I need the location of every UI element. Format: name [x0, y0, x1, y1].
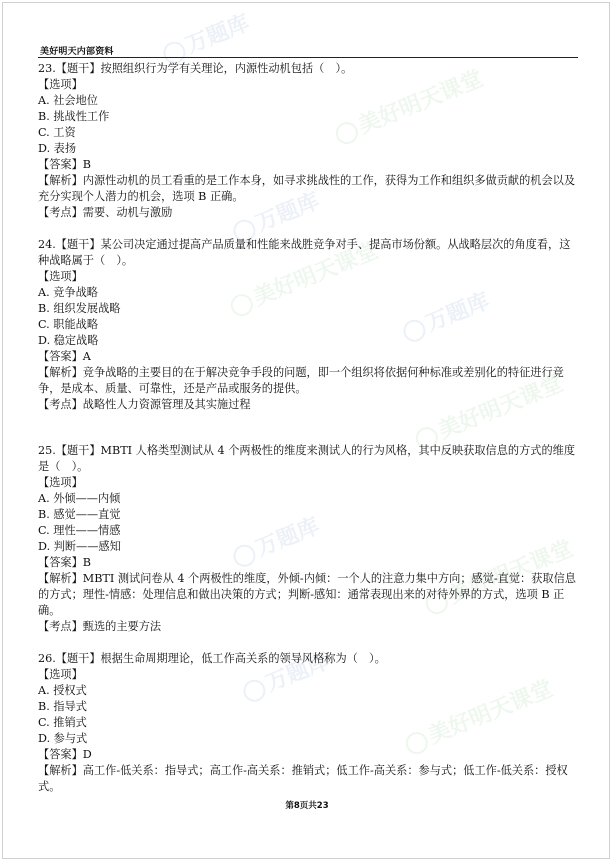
option-a: A. 外倾——内倾 [38, 492, 121, 505]
watermark: 美好明天课堂 [225, 234, 382, 322]
options-label: 【选项】 [38, 668, 83, 681]
answer: 【答案】D [38, 748, 92, 761]
option-d: D. 参与式 [38, 732, 88, 745]
options-label: 【选项】 [38, 476, 83, 489]
option-b: B. 指导式 [38, 700, 87, 713]
option-a: A. 竞争战略 [38, 286, 98, 299]
answer: 【答案】B [38, 158, 91, 171]
watermark: 万题库 [158, 6, 254, 69]
option-c: C. 工资 [38, 126, 76, 139]
option-d: D. 表扬 [38, 142, 77, 155]
question-list [38, 61, 578, 795]
watermark: 万题库 [228, 184, 324, 247]
analysis: 【解析】MBTI 测试问卷从 4 个两极性的维度，外倾-内倾：一个人的注意力集中方向；感觉-直觉：获取信息的方式；理性-情感：处理信息和做出决策的方式；判断-感知：通常表现出来的对待外界的方式，选项 B 正确。 [38, 572, 576, 617]
option-c: C. 推销式 [38, 716, 87, 729]
knowledge-point: 【考点】战略性人力资源管理及其实施过程 [38, 398, 251, 411]
option-b: B. 挑战性工作 [38, 110, 110, 123]
option-c: C. 职能战略 [38, 318, 99, 331]
question-item [38, 651, 578, 795]
question-stem: 24.【题干】某公司决定通过提高产品质量和性能来战胜竞争对手、提高市场份额。从战略层次的角度看，这种战略属于（ ）。 [38, 238, 571, 267]
answer: 【答案】B [38, 556, 91, 569]
question-stem: 26.【题干】根据生命周期理论，低工作高关系的领导风格称为（ ）。 [38, 652, 386, 665]
option-c: C. 理性——情感 [38, 524, 121, 537]
analysis: 【解析】高工作-低关系：指导式；高工作-高关系：推销式；低工作-高关系：参与式；低工作-低关系：授权式。 [38, 764, 568, 793]
page-number: 第8页共23 [285, 801, 329, 811]
watermark: 万题库 [238, 644, 334, 707]
question-item [38, 61, 578, 221]
option-b: B. 组织发展战略 [38, 302, 121, 315]
analysis: 【解析】内源性动机的员工看重的是工作本身，如寻求挑战性的工作，获得为工作和组织多做贡献的机会以及充分实现个人潜力的机会，选项 B 正确。 [38, 174, 576, 203]
watermark: 美好明天课堂 [400, 672, 557, 760]
answer: 【答案】A [38, 350, 91, 363]
analysis: 【解析】竞争战略的主要目的在于解决竞争手段的问题，即一个组织将依据何种标准或差别化的特征进行竞争，是成本、质量、可靠性，还是产品或服务的提供。 [38, 366, 564, 395]
question-item [38, 443, 578, 635]
watermark: 美好明天课堂 [330, 62, 487, 150]
option-b: B. 感觉——直觉 [38, 508, 121, 521]
knowledge-point: 【考点】甄选的主要方法 [38, 620, 162, 633]
option-a: A. 社会地位 [38, 94, 98, 107]
header-title: 美好明天内部资料 [40, 47, 114, 57]
option-a: A. 授权式 [38, 684, 87, 697]
knowledge-point: 【考点】需要、动机与激励 [38, 206, 173, 219]
options-label: 【选项】 [38, 270, 83, 283]
options-label: 【选项】 [38, 78, 83, 91]
watermark: 美好明天课堂 [420, 532, 577, 620]
question-stem: 23.【题干】按照组织行为学有关理论，内源性动机包括（ ）。 [38, 62, 353, 75]
watermark: 美好明天课堂 [410, 367, 567, 455]
question-item [38, 237, 578, 413]
option-d: D. 判断——感知 [38, 540, 121, 553]
watermark: 万题库 [398, 284, 494, 347]
question-stem: 25.【题干】MBTI 人格类型测试从 4 个两极性的维度来测试人的行为风格，其中反映获取信息的方式的维度是（ ）。 [38, 444, 576, 473]
header-divider [38, 57, 578, 58]
option-d: D. 稳定战略 [38, 334, 99, 347]
watermark: 万题库 [228, 509, 324, 572]
